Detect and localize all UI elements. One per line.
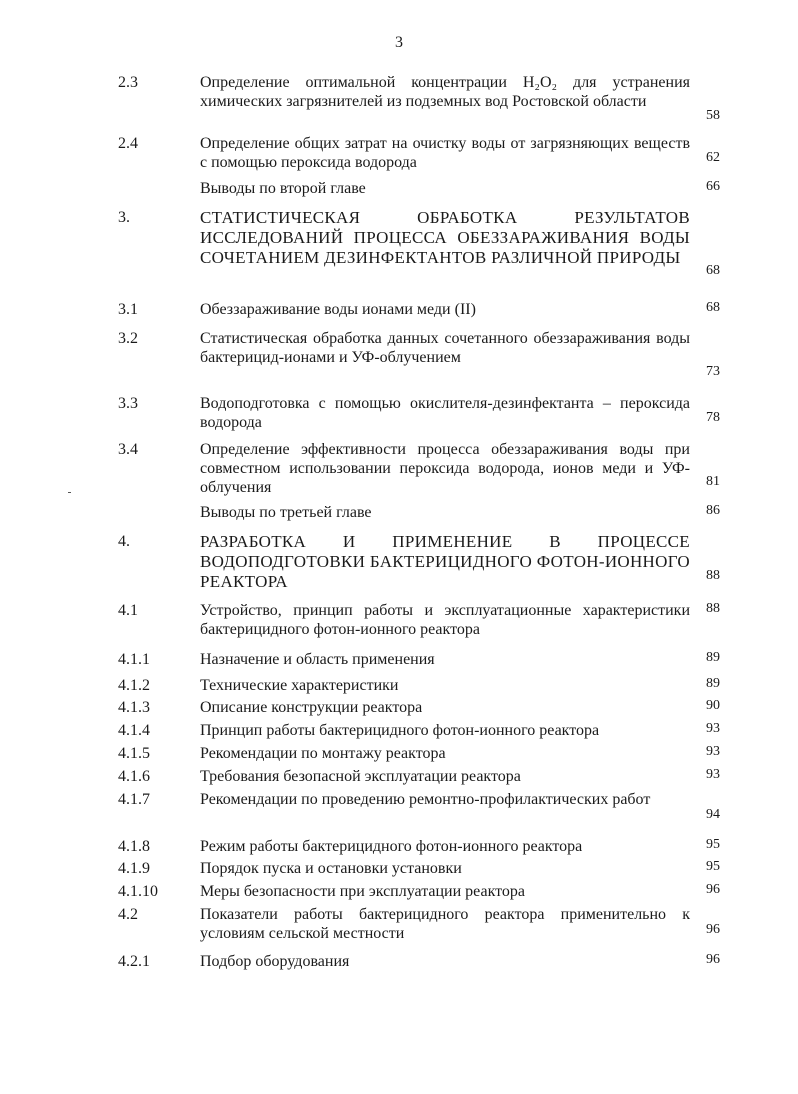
scan-speck [68, 492, 71, 493]
toc-entry-number: 4.1.10 [118, 883, 158, 900]
toc-entry-title: Обеззараживание воды ионами меди (II) [200, 301, 476, 318]
toc-entry-number: 4.1.2 [118, 677, 150, 694]
toc-entry-number: 3.3 [118, 395, 138, 412]
toc-entry-number: 2.3 [118, 74, 138, 91]
toc-entry-page: 66 [706, 179, 720, 194]
toc-entry-number: 3. [118, 209, 130, 226]
toc-entry-page: 93 [706, 744, 720, 759]
toc-entry-number: 4.1.6 [118, 768, 150, 785]
toc-entry-number: 4.2.1 [118, 953, 150, 970]
toc-entry-page: 62 [706, 150, 720, 165]
toc-entry-page: 95 [706, 859, 720, 874]
toc-entry-number: 4.2 [118, 906, 138, 923]
toc-entry-page: 94 [706, 807, 720, 822]
toc-entry-page: 96 [706, 882, 720, 897]
toc-entry-title: Определение общих затрат на очистку воды от загрязняющих веществ с помощью пероксида водорода [200, 135, 690, 171]
toc-entry-page: 96 [706, 922, 720, 937]
toc-entry-title: Рекомендации по монтажу реактора [200, 745, 446, 762]
toc-entry-number: 4.1.3 [118, 699, 150, 716]
toc-entry-number: 3.4 [118, 441, 138, 458]
toc-entry-number: 4.1.9 [118, 860, 150, 877]
toc-entry-title: Выводы по третьей главе [200, 504, 372, 521]
toc-entry-title: Показатели работы бактерицидного реактора применительно к условиям сельской местности [200, 906, 690, 942]
toc-entry-title: Водоподготовка с помощью окислителя-дезинфектанта – пероксида водорода [200, 395, 690, 431]
toc-entry-title: Требования безопасной эксплуатации реактора [200, 768, 521, 785]
toc-entry-title: Статистическая обработка данных сочетанного обеззараживания воды бактерицид-ионами и УФ-облучением [200, 330, 690, 366]
toc-entry-page: 93 [706, 721, 720, 736]
toc-entry-page: 68 [706, 300, 720, 315]
toc-entry-title: Описание конструкции реактора [200, 699, 423, 716]
toc-entry-page: 68 [706, 263, 720, 278]
toc-entry-title: Устройство, принцип работы и эксплуатационные характеристики бактерицидного фотон-ионного реактора [200, 602, 690, 638]
toc-entry-number: 2.4 [118, 135, 138, 152]
toc-entry-title: РАЗРАБОТКА И ПРИМЕНЕНИЕ В ПРОЦЕССЕ ВОДОПОДГОТОВКИ БАКТЕРИЦИДНОГО ФОТОН-ИОННОГО РЕАКТОРА [200, 532, 690, 591]
toc-entry-number: 4.1.7 [118, 791, 150, 808]
toc-entry-title: Выводы по второй главе [200, 180, 366, 197]
toc-entry-page: 96 [706, 952, 720, 967]
toc-entry-title: Технические характеристики [200, 677, 399, 694]
toc-entry-number: 4.1.8 [118, 838, 150, 855]
toc-entry-title: Назначение и область применения [200, 651, 435, 668]
toc-entry-number: 4.1.1 [118, 651, 150, 668]
toc-entry-page: 95 [706, 837, 720, 852]
toc-entry-title: Подбор оборудования [200, 953, 350, 970]
toc-entry-page: 90 [706, 698, 720, 713]
toc-entry-page: 89 [706, 650, 720, 665]
toc-entry-title: Меры безопасности при эксплуатации реактора [200, 883, 526, 900]
toc-entry-number: 4. [118, 533, 130, 550]
toc-entry-title: Определение эффективности процесса обеззараживания воды при совместном использовании пероксида водорода, ионов меди и УФ-облучения [200, 441, 690, 496]
toc-entry-page: 73 [706, 364, 720, 379]
toc-entry-title: СТАТИСТИЧЕСКАЯ ОБРАБОТКА РЕЗУЛЬТАТОВ ИССЛЕДОВАНИЙ ПРОЦЕССА ОБЕЗЗАРАЖИВАНИЯ ВОДЫ СОЧЕТАНИЕМ ДЕЗИНФЕКТАНТОВ РАЗЛИЧНОЙ ПРИРОДЫ [200, 208, 690, 267]
toc-entry-number: 4.1.4 [118, 722, 150, 739]
toc-entry-number: 3.1 [118, 301, 138, 318]
toc-entry-title: Порядок пуска и остановки установки [200, 860, 462, 877]
page-number: 3 [395, 34, 403, 51]
toc-entry-title: Принцип работы бактерицидного фотон-ионного реактора [200, 722, 600, 739]
toc-entry-number: 4.1.5 [118, 745, 150, 762]
toc-entry-page: 78 [706, 410, 720, 425]
toc-entry-page: 58 [706, 108, 720, 123]
toc-entry-number: 4.1 [118, 602, 138, 619]
toc-entry-page: 86 [706, 503, 720, 518]
toc-entry-number: 3.2 [118, 330, 138, 347]
toc-entry-page: 88 [706, 568, 720, 583]
toc-entry-page: 88 [706, 601, 720, 616]
toc-entry-page: 81 [706, 474, 720, 489]
toc-entry-title: Режим работы бактерицидного фотон-ионного реактора [200, 838, 583, 855]
toc-entry-page: 93 [706, 767, 720, 782]
toc-entry-page: 89 [706, 676, 720, 691]
toc-entry-title: Рекомендации по проведению ремонтно-профилактических работ [200, 791, 651, 808]
toc-entry-title: Определение оптимальной концентрации H₂O₂ для устранения химических загрязнителей из подземных вод Ростовской области [200, 74, 690, 110]
